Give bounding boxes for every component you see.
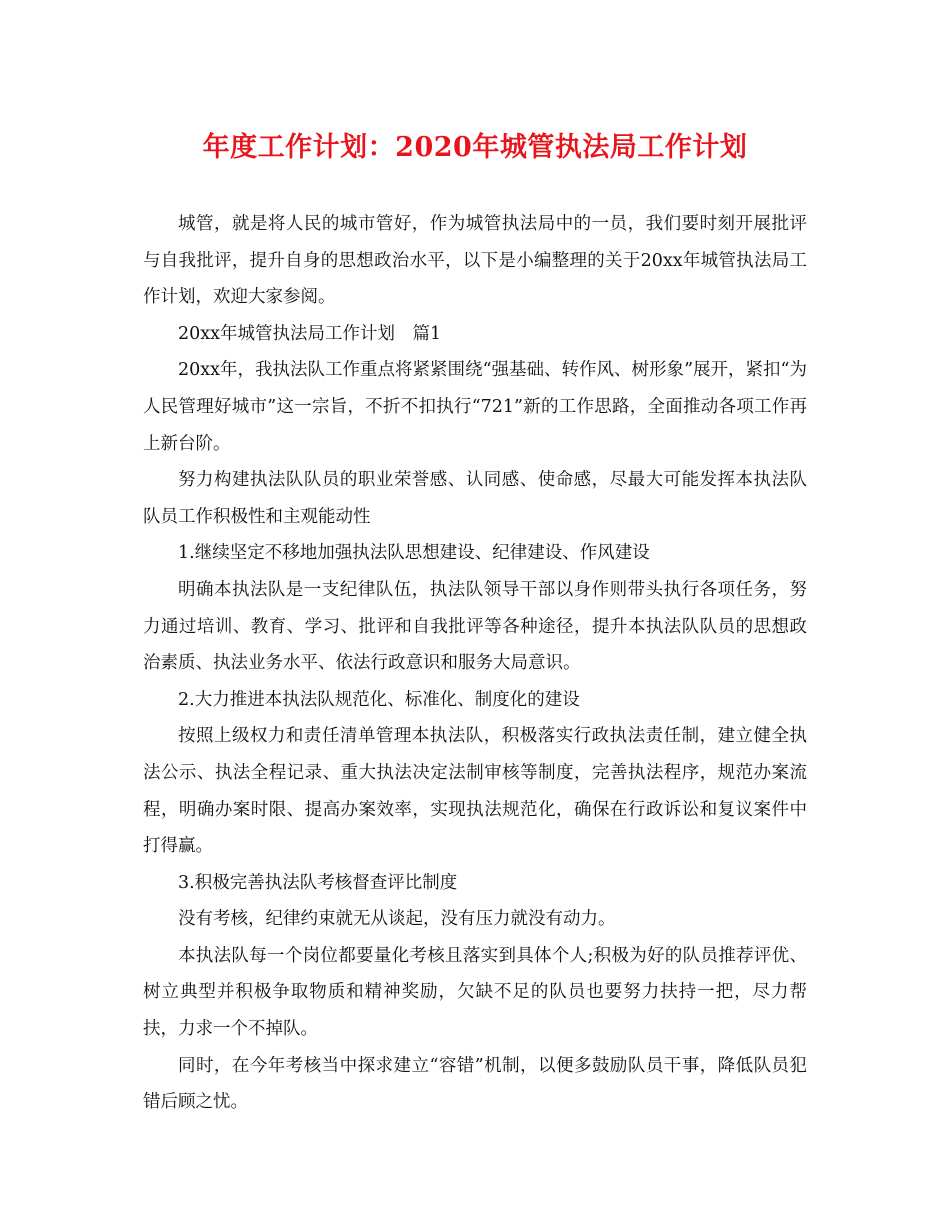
paragraph-quantify: 本执法队每一个岗位都要量化考核且落实到具体个人;积极为好的队员推荐评优、树立典型并积极争取物质和精神奖励，欠缺不足的队员也要努力扶持一把，尽力帮扶，力求一个不掉队。 [143, 945, 807, 1040]
paragraph-work-focus: 20xx年，我执法队工作重点将紧紧围绕“强基础、转作风、树形象”展开，紧扣“为人民管理好城市”这一宗旨，不折不扣执行“721”新的工作思路，全面推动各项工作再上新台阶。 [143, 360, 807, 454]
paragraph-standardization: 按照上级权力和责任清单管理本执法队，积极落实行政执法责任制，建立健全执法公示、执法全程记录、重大执法决定法制审核等制度，完善执法程序，规范办案流程，明确办案时限、提高办案效率，实现执法规范化，确保在行政诉讼和复议案件中打得赢。 [143, 726, 807, 857]
paragraph-honor: 努力构建执法队队员的职业荣誉感、认同感、使命感，尽最大可能发挥本执法队队员工作积极性和主观能动性 [143, 470, 807, 527]
paragraph-intro: 城管，就是将人民的城市管好，作为城管执法局中的一员，我们要时刻开展批评与自我批评，提升自身的思想政治水平，以下是小编整理的关于20xx年城管执法局工作计划，欢迎大家参阅。 [143, 214, 807, 308]
paragraph-assessment: 没有考核，纪律约束就无从谈起，没有压力就没有动力。 [178, 909, 616, 930]
paragraph-tolerance: 同时，在今年考核当中探求建立“容错”机制，以便多鼓励队员干事，降低队员犯错后顾之忧。 [143, 1055, 807, 1113]
paragraph-discipline: 明确本执法队是一支纪律队伍，执法队领导干部以身作则带头执行各项任务，努力通过培训、教育、学习、批评和自我批评等各种途径，提升本执法队队员的思想政治素质、执法业务水平、依法行政意识和服务大局意识。 [143, 579, 807, 674]
document-body [143, 206, 807, 1121]
subheading-1: 1.继续坚定不移地加强执法队思想建设、纪律建设、作风建设 [178, 543, 650, 564]
section-heading-part-1: 20xx年城管执法局工作计划 篇1 [178, 323, 442, 344]
subheading-2: 2.大力推进本执法队规范化、标准化、制度化的建设 [178, 689, 580, 710]
subheading-3: 3.积极完善执法队考核督查评比制度 [178, 872, 458, 893]
document-title: 年度工作计划：2020年城管执法局工作计划 [202, 132, 748, 163]
